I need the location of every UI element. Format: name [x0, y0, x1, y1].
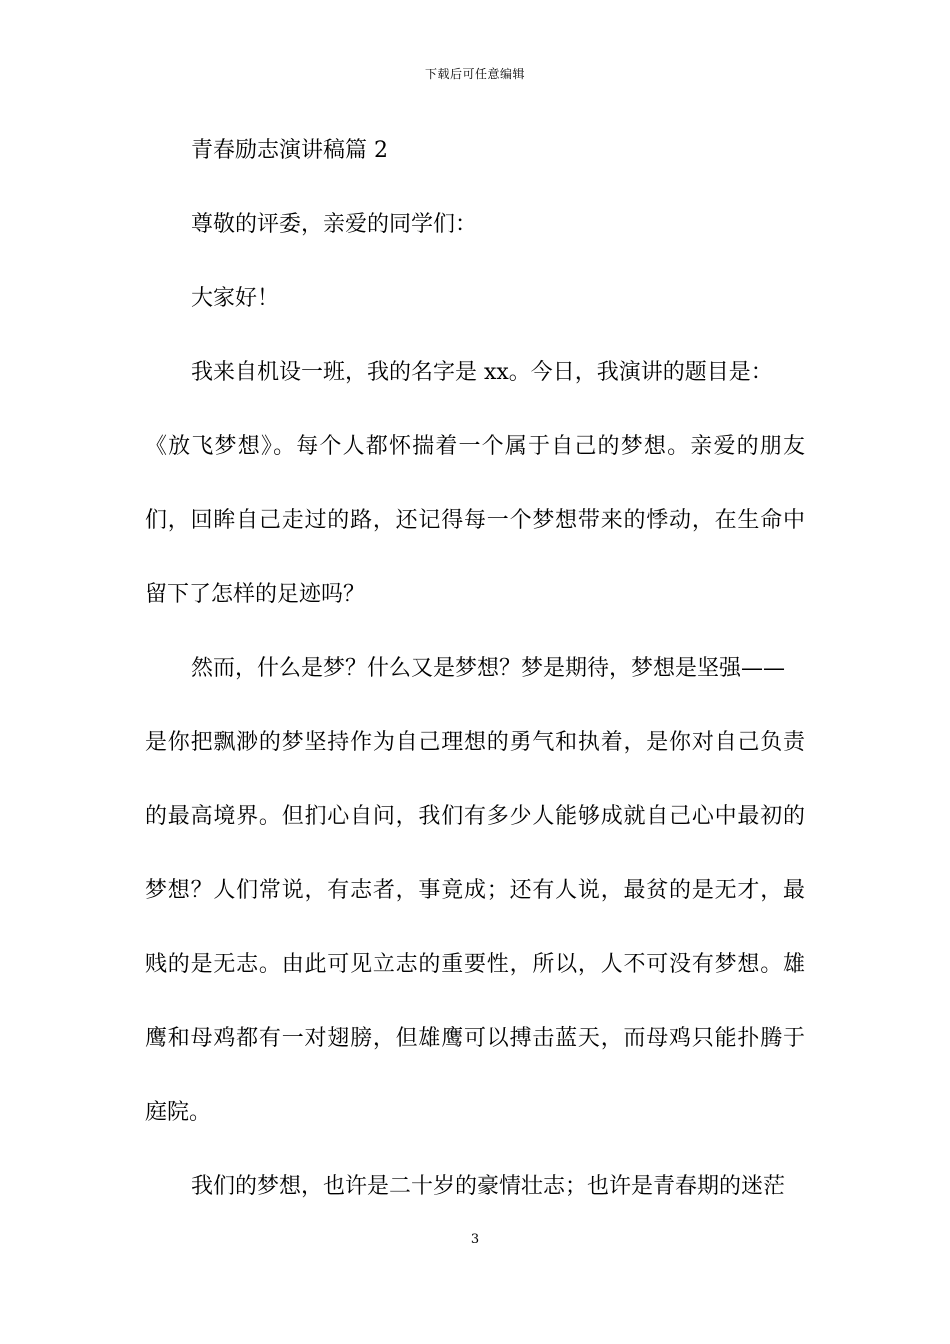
paragraph-2-line-4: 梦想？人们常说，有志者，事竟成；还有人说，最贫的是无才，最: [145, 878, 805, 903]
greeting: 大家好！: [191, 286, 280, 311]
salutation: 尊敬的评委，亲爱的同学们：: [191, 212, 478, 237]
paragraph-1-line-3: 们，回眸自己走过的路，还记得每一个梦想带来的悸动，在生命中: [145, 508, 805, 533]
paragraph-1-line-4: 留下了怎样的足迹吗？: [145, 582, 366, 607]
paragraph-2-line-5: 贱的是无志。由此可见立志的重要性，所以，人不可没有梦想。雄: [145, 952, 805, 977]
paragraph-2-line-1: 然而，什么是梦？什么又是梦想？梦是期待，梦想是坚强——: [191, 656, 786, 681]
paragraph-2-line-7: 庭院。: [145, 1100, 212, 1125]
paragraph-2-line-6: 鹰和母鸡都有一对翅膀，但雄鹰可以搏击蓝天，而母鸡只能扑腾于: [145, 1026, 805, 1051]
paragraph-1-line-2: 《放飞梦想》。每个人都怀揣着一个属于自己的梦想。亲爱的朋友: [145, 434, 805, 459]
paragraph-2-line-2: 是你把飘渺的梦坚持作为自己理想的勇气和执着，是你对自己负责: [145, 730, 805, 755]
paragraph-3-line-1: 我们的梦想，也许是二十岁的豪情壮志；也许是青春期的迷茫: [191, 1174, 786, 1199]
document-title: 青春励志演讲稿篇 2: [191, 138, 388, 163]
page-header-note: 下载后可任意编辑: [424, 67, 525, 81]
paragraph-1-line-1: 我来自机设一班，我的名字是 xx。今日，我演讲的题目是：: [191, 360, 773, 385]
paragraph-2-line-3: 的最高境界。但扪心自问，我们有多少人能够成就自己心中最初的: [145, 804, 805, 829]
page-number: 3: [470, 1232, 480, 1247]
